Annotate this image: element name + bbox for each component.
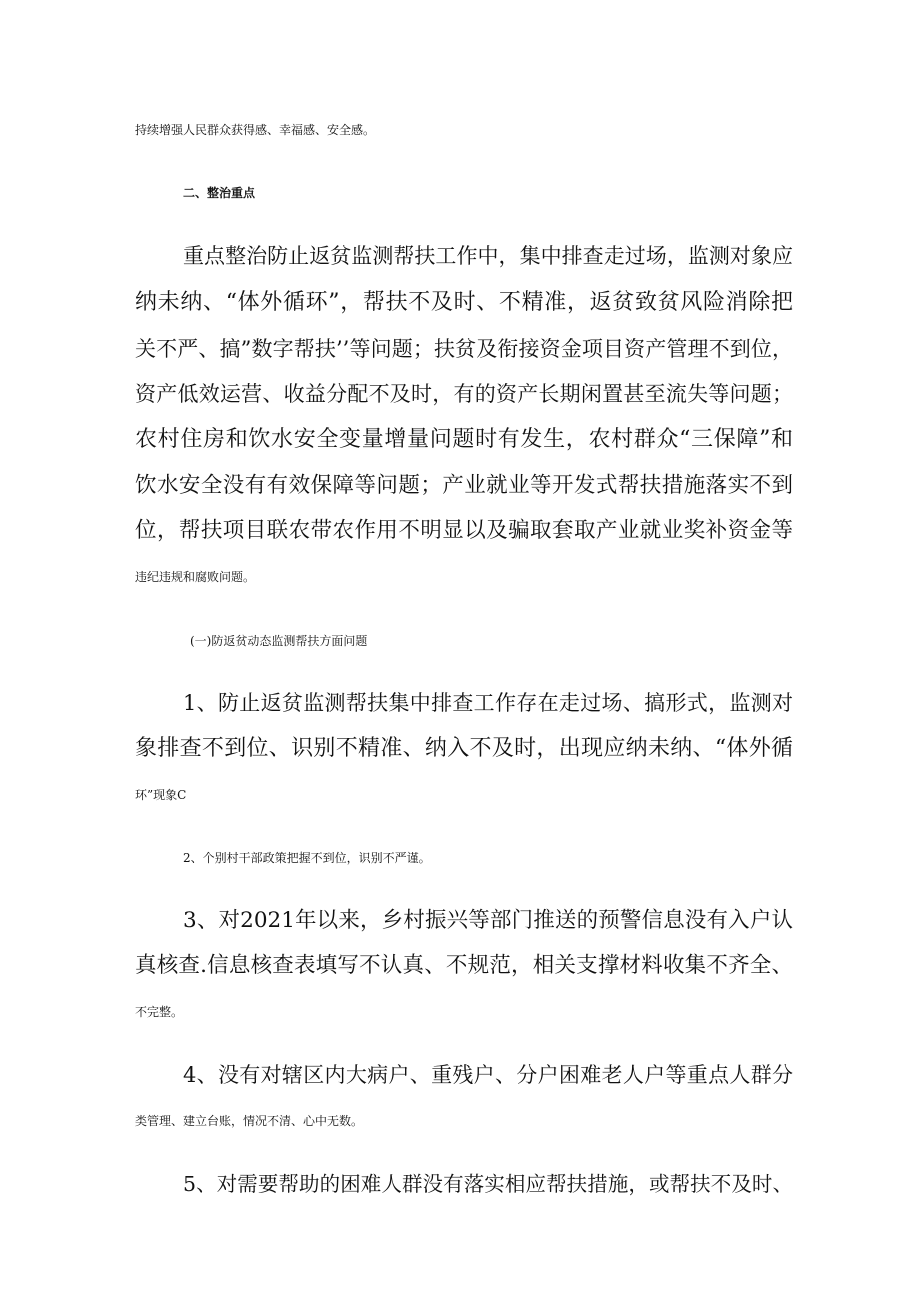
list-item-line: 5、对需要帮助的困难人群没有落实相应帮扶措施，或帮扶不及时、 [183,1172,793,1196]
paragraph-line: 违纪违规和腐败问题。 [135,570,256,584]
list-item-line: 3、对2021年以来，乡村振兴等部门推送的预警信息没有入户认 [183,908,793,933]
list-item-line: 2、个别村干部政策把握不到位，识别不严谨。 [183,851,431,865]
paragraph-line: 饮水安全没有有效保障等问题；产业就业等开发式帮扶措施落实不到 [135,473,793,498]
paragraph-line: 农村住房和饮水安全变量增量问题时有发生，农村群众“三保障”和 [135,427,793,452]
list-item-line: 类管理、建立台账，情况不清、心中无数。 [135,1114,364,1128]
list-item-line: 4、没有对辖区内大病户、重残户、分户困难老人户等重点人群分 [183,1063,793,1087]
list-item-line: 象排查不到位、识别不精准、纳入不及时，出现应纳未纳、“体外循 [135,736,793,761]
list-item-line: 1、防止返贫监测帮扶集中排查工作存在走过场、搞形式，监测对 [183,691,793,715]
paragraph-line: 重点整治防止返贫监测帮扶工作中，集中排查走过场，监测对象应 [183,244,793,268]
section-heading: 二、整治重点 [183,186,256,200]
paragraph-line: 位，帮扶项目联农带农作用不明显以及骗取套取产业就业奖补资金等 [135,518,793,543]
paragraph-line: 纳未纳、“体外循环”，帮扶不及时、不精准，返贫致贫风险消除把 [135,290,793,315]
subsection-heading: (一)防返贫动态监测帮扶方面问题 [190,634,368,648]
list-item-line: 真核查.信息核查表填写不认真、不规范，相关支撑材料收集不齐全、 [135,953,793,978]
paragraph-line: 持续增强人民群众获得感、幸福感、安全感。 [135,123,376,137]
list-item-line: 环”现象C [135,788,187,802]
paragraph-line: 资产低效运营、收益分配不及时，有的资产长期闲置甚至流失等问题； [135,382,793,406]
list-item-line: 不完整。 [135,1005,184,1019]
paragraph-line: 关不严、搞”数字帮扶’’等问题；扶贫及衔接资金项目资产管理不到位， [135,337,793,361]
